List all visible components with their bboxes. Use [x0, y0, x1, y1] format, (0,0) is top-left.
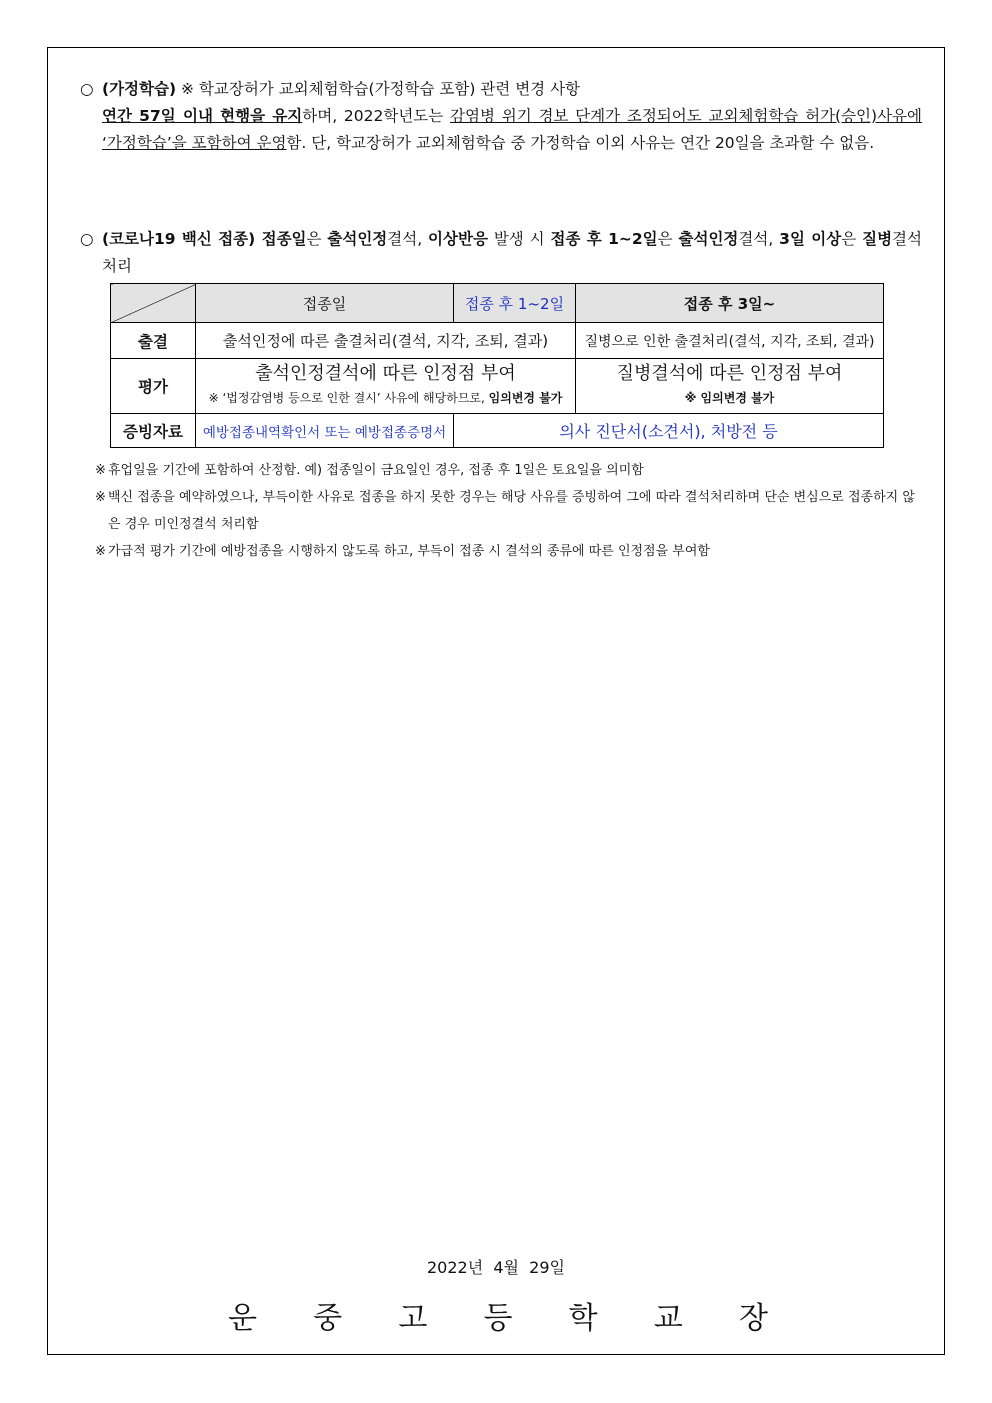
- evaluation-right-main: 질병결석에 따른 인정점 부여: [616, 363, 843, 384]
- evaluation-left-note: [196, 386, 575, 410]
- underlined-text: 감염병 위기 경보 단계가 조정되어도 교외체험학습 허가(승인)사유에 ‘가정학습’을 포함하여 운영: [102, 107, 922, 152]
- evaluation-right: [576, 359, 884, 414]
- vaccine-attendance-table: [110, 283, 884, 448]
- text-seg: 이상반응: [428, 230, 488, 248]
- section-lead: ※ 학교장허가 교외체험학습(가정학습 포함) 관련 변경 사항: [176, 80, 581, 98]
- text-seg: 질병: [862, 230, 893, 248]
- bullet-icon: ○: [80, 80, 94, 98]
- text-seg: 은: [306, 230, 328, 248]
- attendance-right: 질병으로 인한 출결처리(결석, 지각, 조퇴, 결과): [576, 323, 884, 359]
- evaluation-left-main: 출석인정결석에 따른 인정점 부여: [255, 363, 516, 384]
- header-day1-2: 접종 후 1~2일: [454, 284, 576, 323]
- signature-char: 교: [653, 1301, 683, 1336]
- text-seg: 출석인정: [327, 230, 388, 248]
- evaluation-right-note: ※ 임의변경 불가: [684, 391, 775, 405]
- body-text: 하며, 2022학년도는: [302, 107, 451, 125]
- text-seg: 결석,: [387, 230, 429, 248]
- text-seg: 은: [657, 230, 679, 248]
- signature-char: 학: [568, 1301, 598, 1336]
- text-seg: 접종 후 1~2일: [550, 230, 658, 248]
- header-day3: 접종 후 3일~: [576, 284, 884, 323]
- text-seg: 결석 처리: [102, 230, 922, 275]
- note-mark: ※: [95, 544, 106, 559]
- attendance-left: 출석인정에 따른 출결처리(결석, 지각, 조퇴, 결과): [196, 323, 576, 359]
- note-mark: ※: [95, 490, 106, 505]
- text-seg: 은: [841, 230, 863, 248]
- footnote: [95, 538, 923, 565]
- footnote: [95, 484, 923, 538]
- section-title: (코로나19 백신 접종): [102, 230, 256, 248]
- document-date: 2022년 4월 29일: [427, 1258, 565, 1277]
- evidence-right: 의사 진단서(소견서), 처방전 등: [454, 414, 884, 448]
- principal-signature: [228, 1293, 768, 1337]
- section-title: (가정학습): [102, 80, 177, 98]
- signature-char: 운: [228, 1301, 257, 1336]
- emphasis-text: 연간 57일 이내 현행을 유지: [102, 107, 303, 125]
- table-row: [111, 359, 884, 414]
- section-vaccine: [80, 226, 922, 280]
- row-label-evaluation: 평가: [111, 359, 196, 414]
- signature-char: 중: [313, 1301, 343, 1336]
- text-seg: 결석,: [738, 230, 780, 248]
- signature-char: 장: [738, 1301, 768, 1336]
- signature-char: 등: [483, 1301, 513, 1336]
- header-vaccination-day: 접종일: [196, 284, 454, 323]
- text-seg: 발생 시: [487, 230, 551, 248]
- table-header-row: [111, 284, 884, 323]
- note-text: ※ ‘법정감염병 등으로 인한 결시’ 사유에 해당하므로,: [208, 391, 489, 405]
- row-label-evidence: 증빙자료: [111, 414, 196, 448]
- evidence-left: 예방접종내역확인서 또는 예방접종증명서: [196, 414, 454, 448]
- note-text: 휴업일을 기간에 포함하여 산정함. 예) 접종일이 금요일인 경우, 접종 후 1일은 토요일을 의미함: [108, 463, 644, 478]
- signature-char: 고: [398, 1301, 428, 1336]
- note-text: 백신 접종을 예약하였으나, 부득이한 사유로 접종을 하지 못한 경우는 해당 사유를 증빙하여 그에 따라 결석처리하며 단순 변심으로 접종하지 않은 경우 미인정결석 처리함: [108, 490, 915, 532]
- table-row: [111, 414, 884, 448]
- bullet-icon: ○: [80, 230, 94, 248]
- evaluation-left: [196, 359, 576, 414]
- table-row: [111, 323, 884, 359]
- note-bold: 임의변경 불가: [488, 391, 563, 405]
- footnote: [95, 457, 923, 484]
- text-seg: 출석인정: [678, 230, 739, 248]
- row-label-attendance: 출결: [111, 323, 196, 359]
- note-mark: ※: [95, 463, 106, 478]
- note-text: 가급적 평가 기간에 예방접종을 시행하지 않도록 하고, 부득이 접종 시 결석의 종류에 따른 인정점을 부여함: [108, 544, 710, 559]
- body-text: 함. 단, 학교장허가 교외체험학습 중 가정학습 이외 사유는 연간 20일을 초과할 수 없음.: [286, 134, 875, 152]
- section-home-study: [80, 76, 922, 157]
- footnotes: [95, 457, 923, 565]
- corner-cell: [111, 284, 196, 323]
- text-seg: 3일 이상: [779, 230, 842, 248]
- text-seg: 접종일: [255, 230, 307, 248]
